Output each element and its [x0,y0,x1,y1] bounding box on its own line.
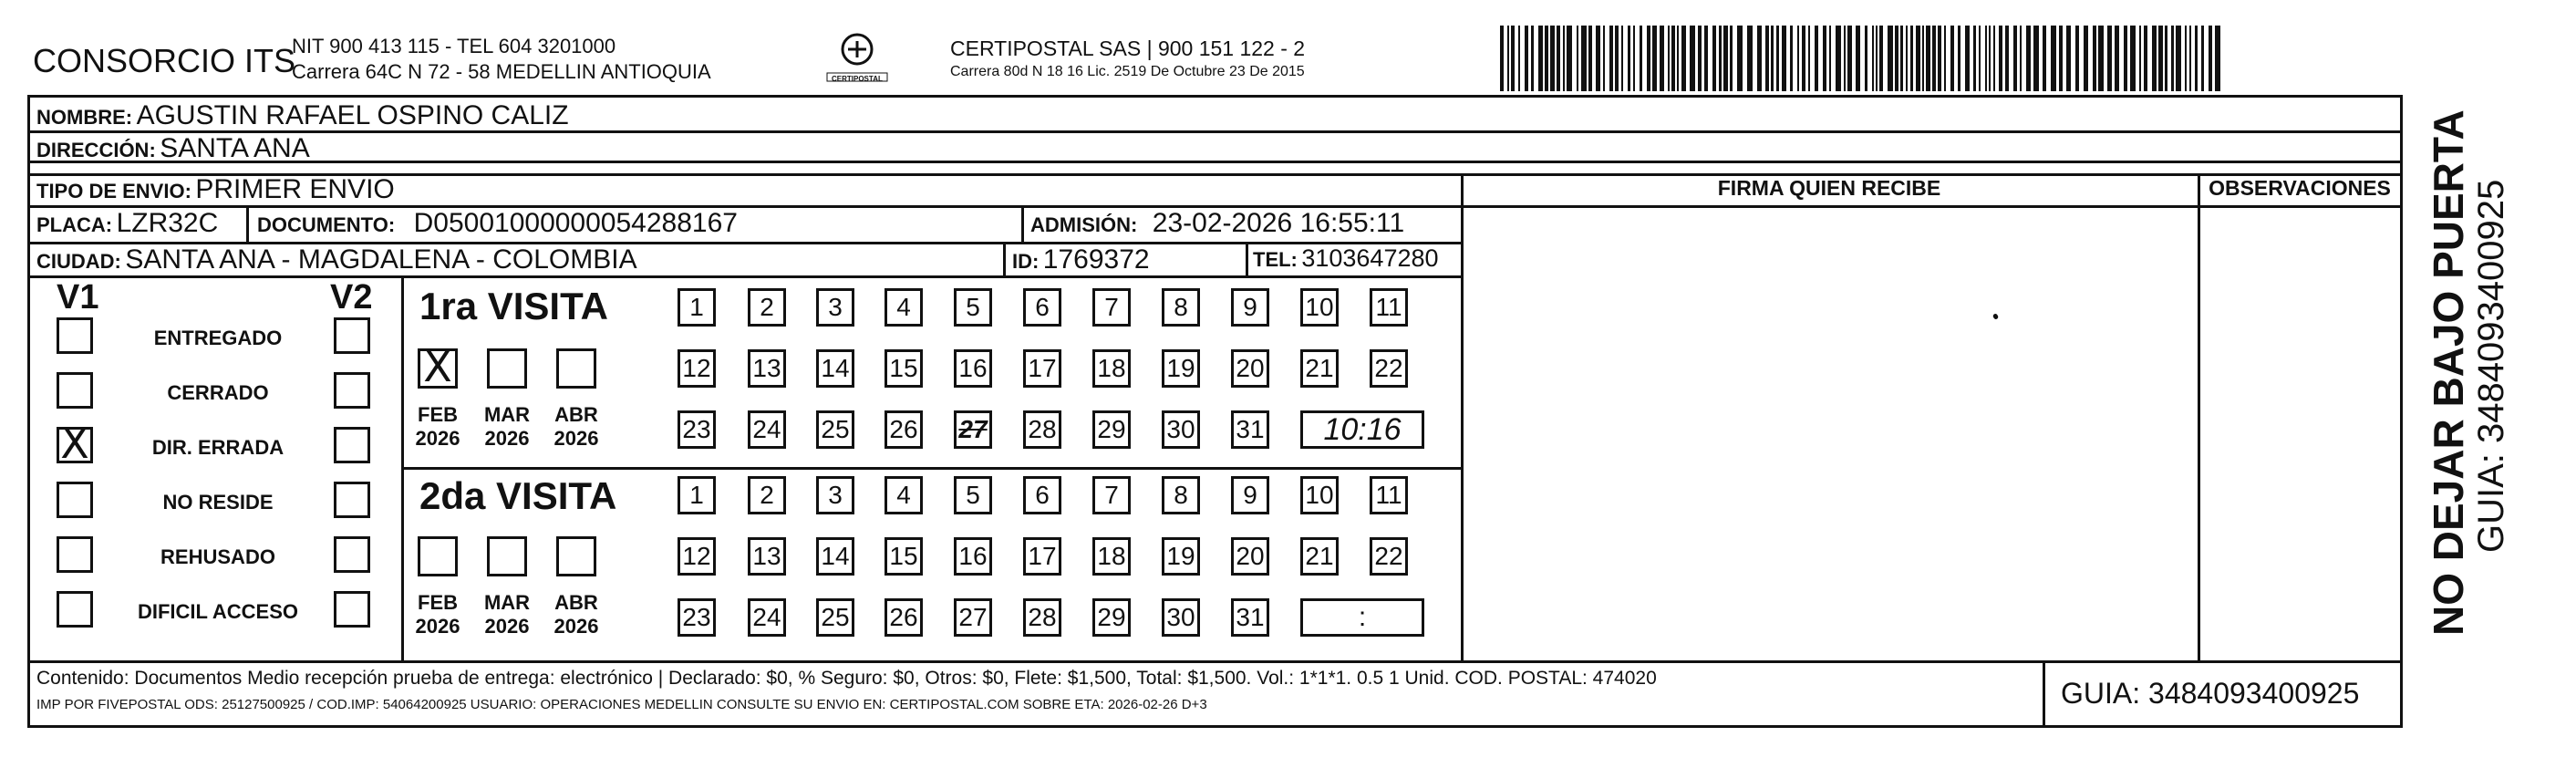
day-box[interactable]: 26 [885,410,923,449]
day-box[interactable]: 13 [748,537,786,576]
day-box[interactable]: 11 [1370,476,1408,514]
day-box[interactable]: 5 [954,288,992,327]
col-line [1021,205,1024,242]
placa-label: PLACA: [36,213,113,236]
v2-checkbox[interactable] [334,482,370,518]
row-line [401,467,1464,470]
col-line [1461,173,1464,661]
time-box[interactable]: 10:16 [1300,410,1424,449]
month-label: MAR 2026 [483,591,531,638]
month-checkbox[interactable] [418,536,458,576]
tipo-label: TIPO DE ENVIO: [36,180,191,202]
col-line [2043,660,2045,726]
side-guia: GUIA: 3484093400925 [2471,179,2511,553]
day-box[interactable]: 6 [1023,476,1061,514]
day-box[interactable]: 18 [1092,349,1131,388]
col-line [246,205,249,242]
id-row [1012,244,1150,275]
nombre-label: NOMBRE: [36,106,133,129]
day-box[interactable]: 2 [748,288,786,327]
v2-label: V2 [330,278,373,317]
footer-line2: IMP POR FIVEPOSTAL ODS: 25127500925 / COD.IMP: 54064200925 USUARIO: OPERACIONES MEDELLIN CONSULTE SU ENVIO EN: CERTIPOSTAL.COM SOBRE ETA: 2026-02-26 D+3 [36,697,1207,712]
day-box[interactable]: 20 [1231,537,1269,576]
day-box[interactable]: 15 [885,349,923,388]
day-box[interactable]: 1 [678,476,716,514]
logo-text: CERTIPOSTAL [832,75,883,83]
day-box[interactable]: 17 [1023,537,1061,576]
documento-value: D05001000000054288167 [413,208,738,238]
day-box[interactable]: 5 [954,476,992,514]
status-option-label: NO RESIDE [162,491,274,514]
sender-line2: Carrera 64C N 72 - 58 MEDELLIN ANTIOQUIA [292,60,711,83]
day-box[interactable]: 10 [1300,476,1339,514]
day-box[interactable]: 23 [678,410,716,449]
time-box[interactable]: : [1300,598,1424,637]
side-warning: NO DEJAR BAJO PUERTA [2425,109,2472,636]
day-box[interactable]: 11 [1370,288,1408,327]
v2-checkbox[interactable] [334,536,370,573]
day-box[interactable]: 25 [816,598,854,637]
row-line [27,161,2403,163]
day-box[interactable]: 27 [954,598,992,637]
day-box[interactable]: 21 [1300,537,1339,576]
day-box[interactable]: 30 [1162,598,1200,637]
frame-top [27,95,2403,98]
row-line [27,660,2403,663]
v2-checkbox[interactable] [334,372,370,409]
day-box[interactable]: 25 [816,410,854,449]
placa-row [36,208,218,239]
status-option-label: DIFICIL ACCESO [137,600,298,623]
v1-checkbox[interactable] [57,536,93,573]
day-box[interactable]: 27 [954,410,992,449]
nombre-value: AGUSTIN RAFAEL OSPINO CALIZ [136,100,569,130]
admision-label: ADMISIÓN: [1030,213,1138,236]
month-label: ABR 2026 [553,403,599,450]
frame-left [27,95,30,728]
placa-value: LZR32C [116,208,219,238]
day-box[interactable]: 22 [1370,349,1408,388]
v2-checkbox[interactable] [334,317,370,354]
barcode-icon [1500,26,2225,91]
month-checkbox[interactable] [487,348,527,389]
day-box[interactable]: 3 [816,288,854,327]
v1-checkbox[interactable] [57,317,93,354]
col-line [401,275,404,660]
carrier-line2: Carrera 80d N 18 16 Lic. 2519 De Octubre 23 De 2015 [950,64,1305,79]
firma-label: FIRMA QUIEN RECIBE [1717,176,1941,200]
day-box[interactable]: 29 [1092,598,1131,637]
row-line [1461,205,2403,208]
status-option-label: CERRADO [167,381,269,404]
day-box[interactable]: 19 [1162,349,1200,388]
footer-line1: Contenido: Documentos Medio recepción prueba de entrega: electrónico | Declarado: $0, % Seguro: $0, Otros: $0, Flete: $1,500, Total: $1,500. Vol.: 1*1*1. 0.5 1 Unid. COD. POSTAL: 474020 [36,668,1657,689]
v1-checkbox[interactable] [57,482,93,518]
direccion-label: DIRECCIÓN: [36,139,156,161]
month-checkbox[interactable] [556,536,596,576]
ciudad-value: SANTA ANA - MAGDALENA - COLOMBIA [125,244,637,275]
id-label: ID: [1012,250,1040,273]
checkbox-mark: X [423,342,452,391]
v1-label: V1 [57,278,99,317]
direccion-value: SANTA ANA [160,133,310,163]
month-label: MAR 2026 [483,403,531,450]
v2-checkbox[interactable] [334,591,370,628]
visit2-title: 2da VISITA [419,474,617,517]
month-label: FEB 2026 [415,591,460,638]
day-box[interactable]: 31 [1231,598,1269,637]
frame-bottom [27,725,2403,728]
frame-right [2400,95,2403,728]
day-box[interactable]: 22 [1370,537,1408,576]
day-box[interactable]: 4 [885,476,923,514]
day-box[interactable]: 14 [816,537,854,576]
col-line [2198,173,2200,661]
day-box[interactable]: 8 [1162,288,1200,327]
day-box[interactable]: 29 [1092,410,1131,449]
ciudad-label: CIUDAD: [36,250,121,273]
observaciones-label: OBSERVACIONES [2209,176,2391,200]
month-checkbox[interactable] [556,348,596,389]
visit1-title: 1ra VISITA [419,285,608,327]
month-label: FEB 2026 [415,403,460,450]
day-box[interactable]: 14 [816,349,854,388]
day-box[interactable]: 26 [885,598,923,637]
v1-checkbox[interactable] [57,372,93,409]
v1-checkbox[interactable] [57,591,93,628]
day-box[interactable]: 17 [1023,349,1061,388]
day-box[interactable]: 7 [1092,476,1131,514]
day-box[interactable]: 24 [748,598,786,637]
day-box[interactable]: 3 [816,476,854,514]
nombre-row [36,100,569,131]
status-option-label: REHUSADO [160,545,275,568]
day-box[interactable]: 19 [1162,537,1200,576]
day-box[interactable]: 7 [1092,288,1131,327]
day-box[interactable]: 12 [678,349,716,388]
day-box[interactable]: 9 [1231,476,1269,514]
ink-dot [1992,313,1999,320]
sender-line1: NIT 900 413 115 - TEL 604 3201000 [292,35,616,57]
day-box[interactable]: 20 [1231,349,1269,388]
day-box[interactable]: 28 [1023,410,1061,449]
day-box[interactable]: 13 [748,349,786,388]
day-box[interactable]: 15 [885,537,923,576]
col-line [1246,242,1248,275]
status-option-label: DIR. ERRADA [151,436,284,459]
documento-label: DOCUMENTO: [257,213,396,236]
direccion-row [36,133,310,164]
day-box[interactable]: 2 [748,476,786,514]
day-box[interactable]: 24 [748,410,786,449]
tel-value: 3103647280 [1301,244,1439,272]
day-box[interactable]: 30 [1162,410,1200,449]
ciudad-row [36,244,637,275]
status-option-label: ENTREGADO [153,327,283,349]
row-line [27,275,1464,278]
documento-row [257,208,738,239]
tipo-row [36,174,395,205]
tipo-value: PRIMER ENVIO [195,174,395,204]
sender-name: CONSORCIO ITS [33,42,296,79]
col-line [1003,242,1006,275]
carrier-line1: CERTIPOSTAL SAS | 900 151 122 - 2 [950,36,1306,60]
admision-row [1030,208,1404,239]
day-box[interactable]: 23 [678,598,716,637]
day-box[interactable]: 16 [954,537,992,576]
v2-checkbox[interactable] [334,427,370,463]
day-box[interactable]: 18 [1092,537,1131,576]
day-box[interactable]: 21 [1300,349,1339,388]
day-box[interactable]: 9 [1231,288,1269,327]
day-box[interactable]: 10 [1300,288,1339,327]
day-box[interactable]: 8 [1162,476,1200,514]
admision-value: 23-02-2026 16:55:11 [1152,208,1405,238]
month-checkbox[interactable] [487,536,527,576]
tel-row [1253,244,1439,273]
month-label: ABR 2026 [553,591,599,638]
day-box[interactable]: 31 [1231,410,1269,449]
id-value: 1769372 [1042,244,1150,275]
day-box[interactable]: 6 [1023,288,1061,327]
checkbox-mark: X [60,419,89,468]
tel-label: TEL: [1253,248,1298,271]
footer-guia: GUIA: 3484093400925 [2061,677,2360,710]
day-box[interactable]: 1 [678,288,716,327]
day-box[interactable]: 4 [885,288,923,327]
day-box[interactable]: 12 [678,537,716,576]
day-box[interactable]: 28 [1023,598,1061,637]
day-box[interactable]: 16 [954,349,992,388]
